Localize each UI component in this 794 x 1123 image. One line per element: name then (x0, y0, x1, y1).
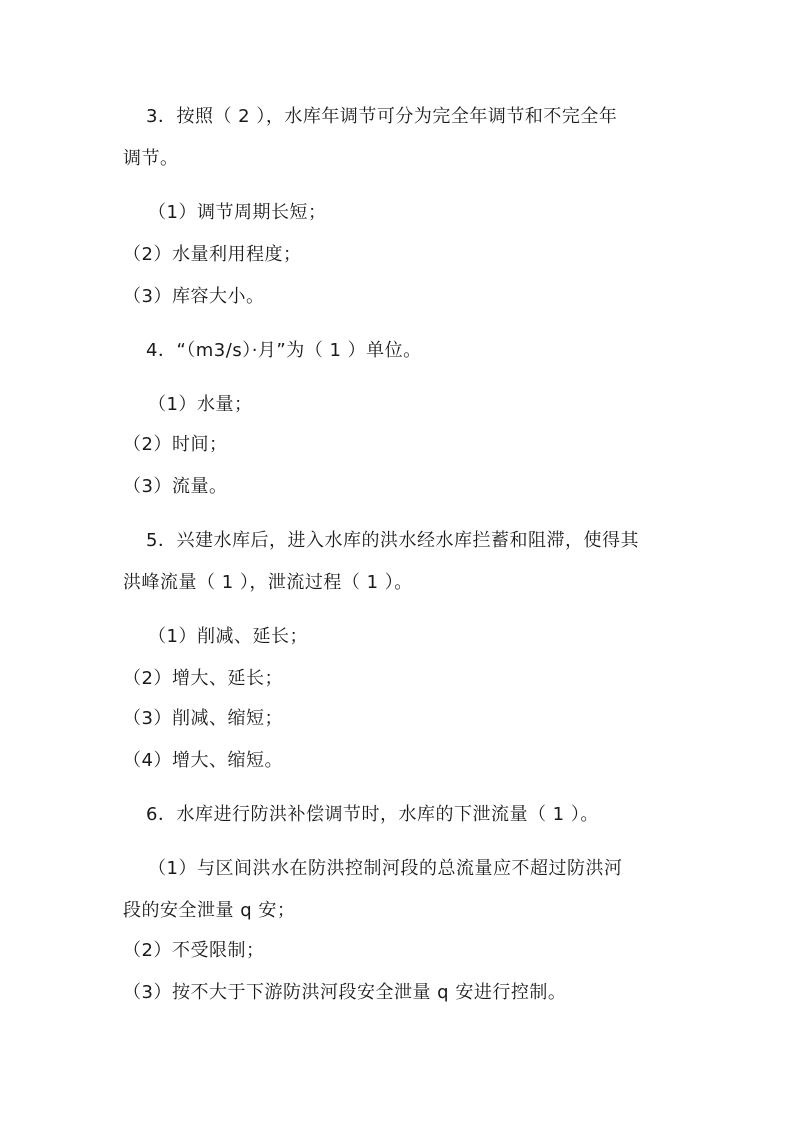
question-4-option-3: （3）流量。 (123, 476, 228, 497)
question-5-option-4: （4）增大、缩短。 (123, 750, 283, 771)
question-6-option-2: （2）不受限制； (123, 940, 265, 961)
question-3-option-2: （2）水量利用程度； (123, 244, 302, 265)
question-6-option-1-line-2: 段的安全泄量 q 安； (123, 900, 296, 921)
question-3-stem-line-2: 调节。 (123, 148, 179, 169)
question-4-option-1: （1）水量； (148, 394, 253, 415)
question-5-option-3: （3）削减、缩短； (123, 708, 283, 729)
question-6-option-3: （3）按不大于下游防洪河段安全泄量 q 安进行控制。 (123, 982, 567, 1003)
question-4-option-2: （2）时间； (123, 434, 228, 455)
question-4-stem: 4．“（m3/s）·月”为（ 1 ）单位。 (146, 340, 422, 361)
question-3-option-3: （3）库容大小。 (123, 286, 265, 307)
question-3-stem-line-1: 3．按照（ 2 ），水库年调节可分为完全年调节和不完全年 (146, 106, 618, 127)
question-6-option-1-line-1: （1）与区间洪水在防洪控制河段的总流量应不超过防洪河 (148, 858, 623, 879)
question-5-option-2: （2）增大、延长； (123, 668, 283, 689)
question-5-stem-line-2: 洪峰流量（ 1 ），泄流过程（ 1 ）。 (123, 572, 413, 593)
question-5-stem-line-1: 5．兴建水库后，进入水库的洪水经水库拦蓄和阻滞，使得其 (146, 530, 639, 551)
question-6-stem: 6．水库进行防洪补偿调节时，水库的下泄流量（ 1 ）。 (146, 804, 599, 825)
question-5-option-1: （1）削减、延长； (148, 626, 308, 647)
question-3-option-1: （1）调节周期长短； (148, 202, 327, 223)
